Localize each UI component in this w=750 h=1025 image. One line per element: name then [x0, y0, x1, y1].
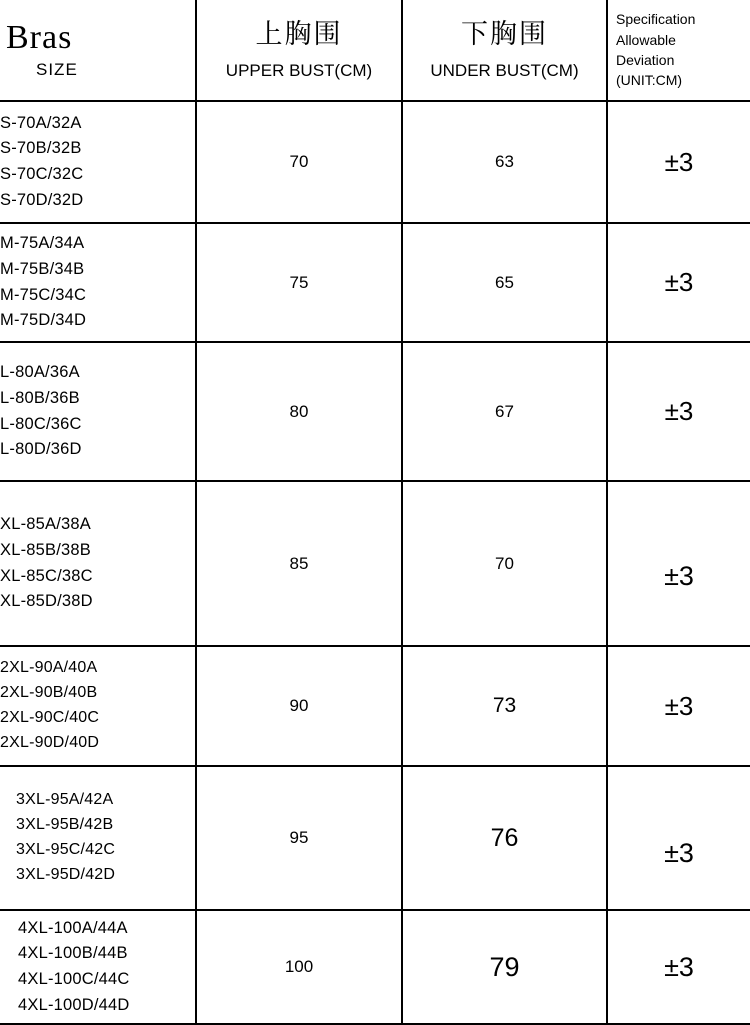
- size-code: L-80D/36D: [0, 440, 82, 459]
- table-row: [0, 910, 750, 1024]
- row-sizes: [0, 766, 196, 910]
- header-under-bust-column: [402, 0, 607, 101]
- row-sizes: [0, 101, 196, 223]
- size-code: 4XL-100D/44D: [18, 995, 130, 1014]
- row-sizes: [0, 223, 196, 342]
- row-under-bust: 73: [402, 646, 607, 766]
- row-deviation: ±3: [607, 342, 750, 481]
- size-code: 2XL-90C/40C: [0, 709, 100, 726]
- size-code: L-80B/36B: [0, 388, 80, 407]
- size-code: 2XL-90D/40D: [0, 733, 100, 751]
- size-code: 2XL-90B/40B: [0, 684, 98, 702]
- table-header: [0, 0, 750, 101]
- size-code: XL-85D/38D: [0, 592, 93, 611]
- header-deviation-column: [607, 0, 750, 101]
- size-code: S-70C/32C: [0, 165, 84, 183]
- row-under-bust: 63: [402, 101, 607, 223]
- row-under-bust: 70: [402, 481, 607, 646]
- deviation-label: [608, 9, 750, 90]
- row-under-bust: 67: [402, 342, 607, 481]
- row-upper-bust: 70: [196, 101, 402, 223]
- size-code: S-70B/32B: [0, 139, 82, 158]
- upper-bust-label-en: UPPER BUST(CM): [225, 60, 373, 80]
- size-code: S-70A/32A: [0, 113, 82, 132]
- deviation-label-line2: Allowable: [616, 31, 676, 48]
- category-subtitle: SIZE: [36, 59, 78, 79]
- row-sizes: [0, 646, 196, 766]
- size-code: M-75B/34B: [0, 259, 85, 278]
- size-code: 4XL-100B/44B: [18, 944, 128, 963]
- deviation-label-line3: Deviation: [616, 52, 675, 68]
- under-bust-label-cn: 下胸围: [461, 19, 548, 50]
- size-code: S-70D/32D: [0, 190, 84, 209]
- size-code: M-75A/34A: [0, 234, 85, 253]
- row-sizes: [0, 342, 196, 481]
- row-upper-bust: 80: [196, 342, 402, 481]
- row-deviation: ±3: [607, 646, 750, 766]
- size-code: XL-85C/38C: [0, 566, 93, 585]
- size-code: 3XL-95A/42A: [16, 791, 114, 809]
- row-under-bust: 79: [402, 910, 607, 1024]
- table-row: [0, 481, 750, 646]
- table-row: [0, 766, 750, 910]
- size-code: XL-85B/38B: [0, 540, 91, 559]
- size-code: 3XL-95C/42C: [16, 841, 116, 858]
- row-under-bust: 65: [402, 223, 607, 342]
- size-code: 3XL-95B/42B: [16, 816, 114, 834]
- table-row: [0, 646, 750, 766]
- deviation-label-line1: Specification: [616, 11, 696, 28]
- deviation-label-line4: (UNIT:CM): [616, 72, 683, 89]
- size-code: 4XL-100A/44A: [18, 918, 128, 937]
- table-row: [0, 223, 750, 342]
- size-code: M-75D/34D: [0, 311, 87, 330]
- row-upper-bust: 85: [196, 481, 402, 646]
- size-code: 3XL-95D/42D: [16, 865, 116, 883]
- row-under-bust: 76: [402, 766, 607, 910]
- row-deviation: ±3: [607, 910, 750, 1024]
- row-upper-bust: 100: [196, 910, 402, 1024]
- row-deviation: ±3: [607, 223, 750, 342]
- header-upper-bust-column: [196, 0, 402, 101]
- size-code: 4XL-100C/44C: [18, 970, 130, 988]
- table-body: [0, 101, 750, 1024]
- row-deviation: ±3: [607, 766, 750, 910]
- row-deviation: ±3: [607, 101, 750, 223]
- category-title: Bras: [6, 19, 73, 57]
- upper-bust-label-cn: 上胸围: [255, 19, 343, 50]
- size-code: M-75C/34C: [0, 285, 87, 304]
- size-code: L-80A/36A: [0, 363, 80, 382]
- row-sizes: [0, 481, 196, 646]
- header-row: [0, 0, 750, 101]
- under-bust-label-en: UNDER BUST(CM): [430, 60, 579, 80]
- size-code: L-80C/36C: [0, 414, 82, 433]
- header-size-column: [0, 0, 196, 101]
- table-row: [0, 101, 750, 223]
- row-sizes: [0, 910, 196, 1024]
- row-upper-bust: 90: [196, 646, 402, 766]
- size-code: 2XL-90A/40A: [0, 659, 98, 677]
- row-deviation: ±3: [607, 481, 750, 646]
- size-code: XL-85A/38A: [0, 515, 91, 534]
- row-upper-bust: 95: [196, 766, 402, 910]
- table-row: [0, 342, 750, 481]
- row-upper-bust: 75: [196, 223, 402, 342]
